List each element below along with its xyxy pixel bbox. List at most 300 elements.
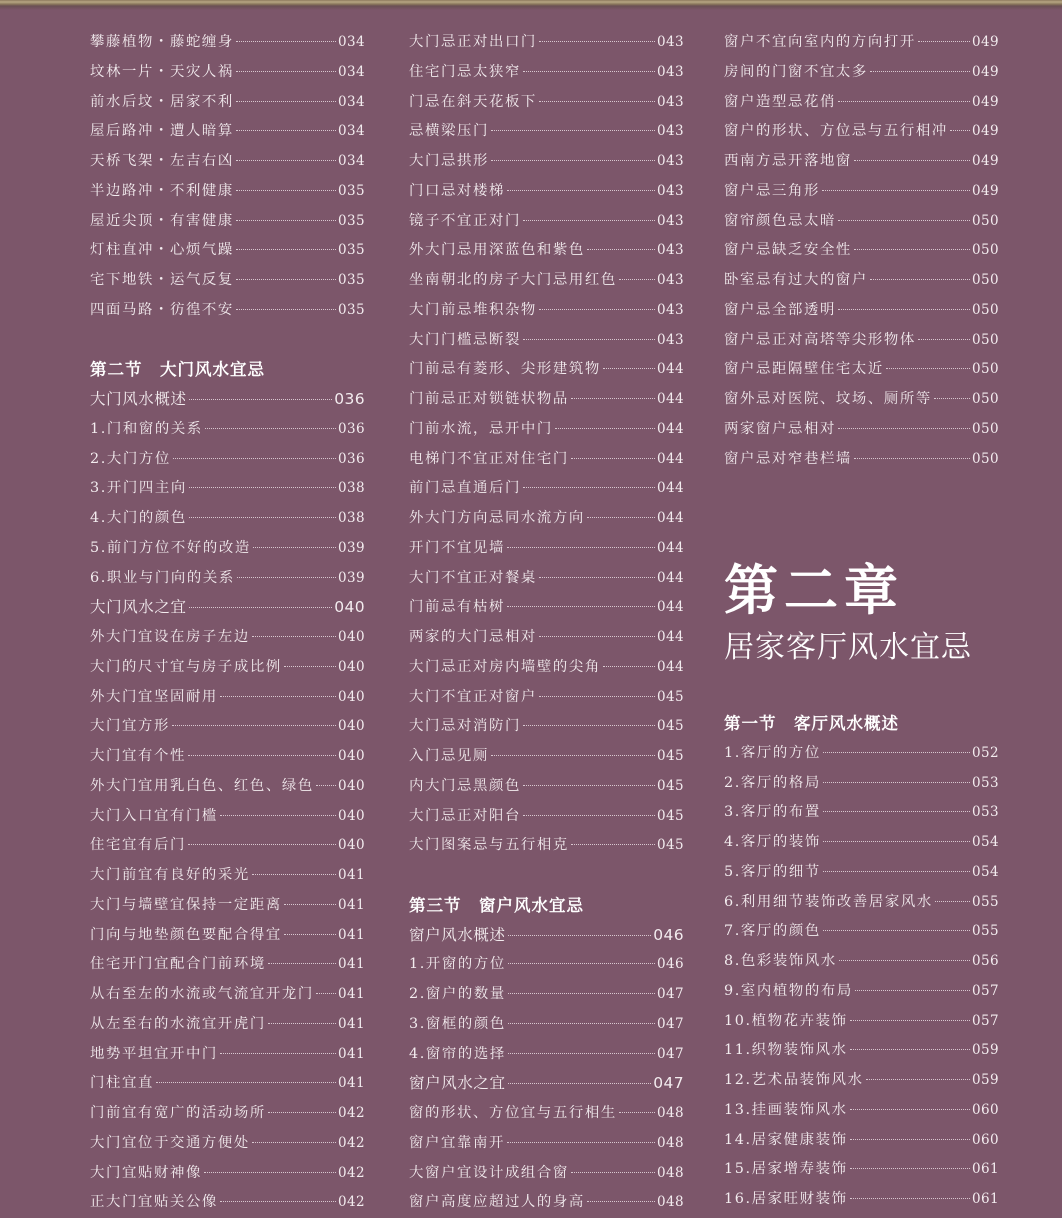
toc-page-number: 034	[338, 28, 365, 58]
toc-entry	[724, 858, 999, 888]
toc-subsection-entry	[90, 593, 365, 623]
toc-page-number: 044	[657, 623, 684, 653]
toc-entry-title: 6.职业与门向的关系	[90, 564, 235, 594]
toc-entry	[409, 266, 684, 296]
toc-page-number: 040	[338, 742, 365, 772]
toc-entry-title: 13.挂画装饰风水	[724, 1096, 848, 1126]
toc-entry	[724, 917, 999, 947]
toc-page-number: 045	[657, 802, 684, 832]
dot-leader	[950, 130, 970, 131]
dot-leader	[539, 101, 655, 102]
toc-entry	[724, 236, 999, 266]
toc-page-number: 045	[657, 683, 684, 713]
toc-column-right	[724, 28, 999, 474]
toc-page-number: 044	[657, 534, 684, 564]
toc-entry-title: 灯柱直冲・心烦气躁	[90, 236, 234, 266]
toc-page-number: 047	[657, 1040, 684, 1070]
toc-page-number: 048	[657, 1129, 684, 1159]
section-heading: 第一节 客厅风水概述	[724, 709, 999, 739]
toc-entry	[724, 739, 999, 769]
toc-entry-title: 大门入口宜有门槛	[90, 802, 218, 832]
toc-page-number: 050	[972, 445, 999, 475]
toc-entry-title: 大门风水之宜	[90, 593, 187, 623]
toc-entry-title: 窗户高度应超过人的身高	[409, 1188, 585, 1218]
dot-leader	[587, 517, 655, 518]
toc-entry-title: 大窗户宜设计成组合窗	[409, 1159, 569, 1189]
toc-entry	[409, 831, 684, 861]
toc-page-number: 047	[653, 1069, 684, 1099]
toc-entry-title: 开门不宜见墙	[409, 534, 505, 564]
toc-subsection-entry	[409, 921, 684, 951]
dot-leader	[918, 339, 970, 340]
toc-subsection-entry	[90, 385, 365, 415]
dot-leader	[252, 1142, 336, 1143]
dot-leader	[189, 517, 336, 518]
toc-page-number: 044	[657, 385, 684, 415]
toc-entry	[90, 980, 365, 1010]
toc-entry-title: 两家窗户忌相对	[724, 415, 836, 445]
dot-leader	[587, 249, 655, 250]
toc-entry	[724, 415, 999, 445]
toc-page-number: 043	[657, 207, 684, 237]
dot-leader	[268, 963, 336, 964]
chapter-heading	[724, 558, 972, 668]
toc-entry-title: 正大门宜贴关公像	[90, 1188, 218, 1218]
toc-page-number: 043	[657, 296, 684, 326]
toc-entry-title: 7.客厅的颜色	[724, 917, 821, 947]
toc-entry	[409, 236, 684, 266]
toc-page-number: 060	[972, 1126, 999, 1156]
toc-page-number: 041	[338, 921, 365, 951]
dot-leader	[268, 1112, 336, 1113]
toc-entry-title: 窗帘颜色忌太暗	[724, 207, 836, 237]
toc-entry	[409, 534, 684, 564]
toc-entry-title: 前水后坟・居家不利	[90, 88, 234, 118]
dot-leader	[156, 1082, 336, 1083]
toc-entry	[90, 88, 365, 118]
toc-column-middle	[409, 28, 684, 1218]
toc-entry	[724, 1155, 999, 1185]
toc-entry	[724, 147, 999, 177]
toc-page-number: 040	[338, 683, 365, 713]
dot-leader	[571, 1172, 655, 1173]
toc-entry-title: 大门不宜正对窗户	[409, 683, 537, 713]
dot-leader	[619, 279, 655, 280]
dot-leader	[189, 399, 333, 400]
toc-entry-title: 大门的尺寸宜与房子成比例	[90, 653, 282, 683]
toc-page-number: 059	[972, 1066, 999, 1096]
toc-entry-title: 门前忌有枯树	[409, 593, 505, 623]
toc-entry-title: 2.窗户的数量	[409, 980, 506, 1010]
toc-entry-title: 四面马路・彷徨不安	[90, 296, 234, 326]
toc-page-number: 034	[338, 58, 365, 88]
toc-page-number: 050	[972, 207, 999, 237]
toc-entry-title: 大门门槛忌断裂	[409, 326, 521, 356]
toc-page-number: 061	[972, 1185, 999, 1215]
toc-entry-title: 住宅门忌太狭窄	[409, 58, 521, 88]
toc-page-number: 044	[657, 474, 684, 504]
dot-leader	[838, 428, 970, 429]
dot-leader	[173, 458, 336, 459]
toc-page-number: 053	[972, 798, 999, 828]
toc-entry-title: 大门前宜有良好的采光	[90, 861, 250, 891]
toc-entry	[409, 742, 684, 772]
toc-column-right-lower	[724, 709, 999, 1215]
toc-entry-title: 窗户风水概述	[409, 921, 506, 951]
toc-entry-title: 窗户造型忌花俏	[724, 88, 836, 118]
toc-page-number: 047	[657, 1010, 684, 1040]
dot-leader	[823, 871, 970, 872]
toc-entry	[90, 712, 365, 742]
dot-leader	[189, 607, 333, 608]
dot-leader	[236, 279, 336, 280]
toc-entry	[90, 1129, 365, 1159]
dot-leader	[491, 130, 655, 131]
toc-entry	[409, 712, 684, 742]
toc-entry-title: 外大门宜设在房子左边	[90, 623, 250, 653]
toc-entry	[90, 772, 365, 802]
toc-entry-title: 门柱宜直	[90, 1069, 154, 1099]
dot-leader	[508, 1083, 652, 1084]
toc-page-number: 040	[338, 653, 365, 683]
toc-entry	[724, 1185, 999, 1215]
toc-page-number: 050	[972, 415, 999, 445]
toc-entry-title: 从右至左的水流或气流宜开龙门	[90, 980, 314, 1010]
toc-entry-title: 1.客厅的方位	[724, 739, 821, 769]
toc-entry	[724, 355, 999, 385]
toc-entry	[90, 236, 365, 266]
page-top-border	[0, 0, 1062, 10]
toc-entry-title: 窗户忌对窄巷栏墙	[724, 445, 852, 475]
dot-leader	[839, 960, 970, 961]
dot-leader	[189, 487, 336, 488]
toc-page-number: 049	[972, 117, 999, 147]
toc-page-number: 038	[338, 504, 365, 534]
toc-entry	[409, 564, 684, 594]
dot-leader	[823, 930, 970, 931]
toc-page-number: 041	[338, 861, 365, 891]
dot-leader	[854, 160, 970, 161]
toc-entry	[90, 28, 365, 58]
toc-entry	[90, 1188, 365, 1218]
dot-leader	[220, 815, 336, 816]
toc-list	[409, 28, 684, 861]
dot-leader	[220, 1053, 336, 1054]
toc-entry	[724, 1007, 999, 1037]
toc-entry	[724, 177, 999, 207]
toc-entry	[724, 977, 999, 1007]
toc-page-number: 044	[657, 504, 684, 534]
dot-leader	[508, 935, 652, 936]
dot-leader	[823, 782, 970, 783]
toc-entry-title: 从左至右的水流宜开虎门	[90, 1010, 266, 1040]
toc-entry-title: 窗户风水之宜	[409, 1069, 506, 1099]
toc-entry-title: 1.门和窗的关系	[90, 415, 203, 445]
toc-page-number: 043	[657, 326, 684, 356]
dot-leader	[855, 990, 970, 991]
dot-leader	[236, 41, 336, 42]
toc-page-number: 036	[338, 415, 365, 445]
toc-entry-title: 门前忌有菱形、尖形建筑物	[409, 355, 601, 385]
dot-leader	[539, 309, 655, 310]
dot-leader	[555, 428, 655, 429]
dot-leader	[220, 1201, 336, 1202]
toc-entry-title: 窗户忌缺乏安全性	[724, 236, 852, 266]
toc-entry	[90, 742, 365, 772]
toc-page-number: 036	[334, 385, 365, 415]
toc-page-number: 048	[657, 1159, 684, 1189]
toc-page-number: 052	[972, 739, 999, 769]
toc-entry-title: 大门风水概述	[90, 385, 187, 415]
section-heading: 第二节 大门风水宜忌	[90, 355, 365, 385]
dot-leader	[252, 874, 336, 875]
toc-entry	[90, 891, 365, 921]
toc-page-number: 043	[657, 88, 684, 118]
toc-page-number: 054	[972, 858, 999, 888]
toc-entry-title: 大门宜贴财神像	[90, 1159, 202, 1189]
toc-page-number: 041	[338, 1010, 365, 1040]
toc-page-number: 040	[338, 772, 365, 802]
toc-page-number: 038	[338, 474, 365, 504]
toc-page-number: 057	[972, 1007, 999, 1037]
toc-entry	[409, 385, 684, 415]
dot-leader	[508, 1023, 655, 1024]
toc-page-number: 048	[657, 1188, 684, 1218]
toc-entry	[90, 147, 365, 177]
toc-entry	[90, 831, 365, 861]
toc-entry-title: 大门忌对消防门	[409, 712, 521, 742]
dot-leader	[838, 309, 970, 310]
toc-entry-title: 6.利用细节装饰改善居家风水	[724, 888, 933, 918]
section-heading: 第三节 窗户风水宜忌	[409, 891, 684, 921]
toc-page-number: 050	[972, 296, 999, 326]
toc-page-number: 056	[972, 947, 999, 977]
toc-page-number: 049	[972, 58, 999, 88]
toc-entry	[724, 798, 999, 828]
dot-leader	[508, 1053, 655, 1054]
toc-entry-title: 12.艺术品装饰风水	[724, 1066, 864, 1096]
toc-entry-title: 半边路冲・不利健康	[90, 177, 234, 207]
dot-leader	[507, 190, 655, 191]
toc-entry-title: 坟林一片・天灾人祸	[90, 58, 234, 88]
dot-leader	[507, 606, 655, 607]
toc-entry-title: 攀藤植物・藤蛇缠身	[90, 28, 234, 58]
toc-entry-title: 外大门宜坚固耐用	[90, 683, 218, 713]
dot-leader	[918, 41, 970, 42]
toc-entry	[409, 1010, 684, 1040]
toc-page-number: 043	[657, 147, 684, 177]
dot-leader	[603, 368, 655, 369]
toc-list	[90, 28, 365, 326]
toc-page-number: 040	[338, 802, 365, 832]
toc-entry	[409, 1129, 684, 1159]
toc-entry-title: 大门与墙壁宜保持一定距离	[90, 891, 282, 921]
toc-entry	[90, 1010, 365, 1040]
toc-entry	[409, 1159, 684, 1189]
dot-leader	[268, 1023, 336, 1024]
toc-entry-title: 入门忌见厕	[409, 742, 489, 772]
toc-page-number: 042	[338, 1129, 365, 1159]
toc-entry	[724, 117, 999, 147]
toc-entry	[409, 1040, 684, 1070]
toc-entry-title: 1.开窗的方位	[409, 950, 506, 980]
toc-entry-title: 3.客厅的布置	[724, 798, 821, 828]
toc-page-number: 036	[338, 445, 365, 475]
spacer	[90, 326, 365, 356]
toc-page-number: 044	[657, 355, 684, 385]
toc-page-number: 049	[972, 177, 999, 207]
toc-page-number: 035	[338, 207, 365, 237]
toc-page-number: 040	[338, 712, 365, 742]
toc-entry-title: 门前忌正对锁链状物品	[409, 385, 569, 415]
toc-entry	[409, 980, 684, 1010]
toc-entry-title: 大门宜有个性	[90, 742, 186, 772]
dot-leader	[523, 339, 655, 340]
toc-entry	[90, 117, 365, 147]
toc-entry	[90, 1040, 365, 1070]
toc-entry	[90, 415, 365, 445]
toc-page-number: 034	[338, 88, 365, 118]
toc-page-number: 035	[338, 177, 365, 207]
toc-entry-title: 内大门忌黑颜色	[409, 772, 521, 802]
toc-entry-title: 窗户忌正对高塔等尖形物体	[724, 326, 916, 356]
dot-leader	[236, 309, 336, 310]
dot-leader	[539, 41, 655, 42]
toc-entry	[724, 888, 999, 918]
toc-entry-title: 10.植物花卉装饰	[724, 1007, 848, 1037]
toc-entry	[90, 504, 365, 534]
toc-entry-title: 3.开门四主向	[90, 474, 187, 504]
dot-leader	[850, 1049, 970, 1050]
dot-leader	[539, 636, 655, 637]
toc-entry	[90, 802, 365, 832]
dot-leader	[491, 755, 655, 756]
toc-page-number: 049	[972, 88, 999, 118]
dot-leader	[523, 487, 655, 488]
toc-page-number: 043	[657, 117, 684, 147]
toc-entry	[90, 1069, 365, 1099]
dot-leader	[508, 993, 655, 994]
dot-leader	[823, 752, 970, 753]
dot-leader	[507, 547, 655, 548]
toc-entry-title: 屋后路冲・遭人暗算	[90, 117, 234, 147]
dot-leader	[236, 190, 336, 191]
dot-leader	[491, 160, 655, 161]
toc-entry	[409, 58, 684, 88]
dot-leader	[619, 1112, 655, 1113]
dot-leader	[236, 160, 336, 161]
toc-entry	[90, 534, 365, 564]
toc-entry	[409, 355, 684, 385]
dot-leader	[236, 249, 336, 250]
toc-entry-title: 5.客厅的细节	[724, 858, 821, 888]
dot-leader	[823, 841, 970, 842]
toc-entry-title: 前门忌直通后门	[409, 474, 521, 504]
dot-leader	[236, 220, 336, 221]
toc-entry-title: 11.织物装饰风水	[724, 1036, 848, 1066]
toc-page-number: 034	[338, 117, 365, 147]
toc-list	[724, 739, 999, 1215]
toc-entry	[409, 772, 684, 802]
dot-leader	[587, 1201, 655, 1202]
toc-entry-title: 大门忌正对出口门	[409, 28, 537, 58]
dot-leader	[850, 1109, 970, 1110]
toc-entry	[409, 653, 684, 683]
toc-page-number: 043	[657, 28, 684, 58]
toc-entry-title: 8.色彩装饰风水	[724, 947, 837, 977]
toc-entry	[90, 58, 365, 88]
dot-leader	[850, 1020, 970, 1021]
dot-leader	[523, 71, 655, 72]
toc-entry-title: 西南方忌开落地窗	[724, 147, 852, 177]
toc-page-number: 042	[338, 1188, 365, 1218]
dot-leader	[870, 279, 970, 280]
toc-column-left	[90, 28, 365, 1218]
toc-entry-title: 住宅宜有后门	[90, 831, 186, 861]
dot-leader	[886, 368, 970, 369]
toc-subsection-entry	[409, 1069, 684, 1099]
dot-leader	[236, 71, 336, 72]
toc-entry	[90, 653, 365, 683]
toc-entry	[90, 207, 365, 237]
toc-page-number: 035	[338, 236, 365, 266]
toc-entry-title: 房间的门窗不宜太多	[724, 58, 868, 88]
toc-entry-title: 4.大门的颜色	[90, 504, 187, 534]
toc-entry-title: 16.居家旺财装饰	[724, 1185, 848, 1215]
dot-leader	[935, 901, 970, 902]
toc-entry	[724, 1036, 999, 1066]
dot-leader	[284, 934, 336, 935]
toc-entry-title: 门忌在斜天花板下	[409, 88, 537, 118]
toc-entry-title: 镜子不宜正对门	[409, 207, 521, 237]
toc-page-number: 035	[338, 296, 365, 326]
toc-entry-title: 大门宜方形	[90, 712, 170, 742]
toc-entry	[90, 1159, 365, 1189]
dot-leader	[220, 696, 336, 697]
toc-page-number: 046	[657, 950, 684, 980]
dot-leader	[205, 428, 336, 429]
toc-page-number: 043	[657, 177, 684, 207]
toc-entry	[409, 1188, 684, 1218]
toc-page-number: 050	[972, 326, 999, 356]
toc-page-number: 057	[972, 977, 999, 1007]
toc-entry-title: 窗的形状、方位宜与五行相生	[409, 1099, 617, 1129]
dot-leader	[539, 577, 655, 578]
chapter-number: 第二章	[724, 558, 972, 622]
toc-page-number: 050	[972, 385, 999, 415]
toc-page-number: 045	[657, 772, 684, 802]
toc-entry	[409, 445, 684, 475]
dot-leader	[571, 458, 655, 459]
dot-leader	[316, 993, 336, 994]
dot-leader	[866, 1079, 970, 1080]
toc-entry	[724, 326, 999, 356]
dot-leader	[850, 1198, 970, 1199]
toc-entry-title: 忌横梁压门	[409, 117, 489, 147]
dot-leader	[237, 577, 336, 578]
dot-leader	[603, 666, 655, 667]
toc-page-number: 034	[338, 147, 365, 177]
toc-entry	[90, 1099, 365, 1129]
toc-entry-title: 外大门忌用深蓝色和紫色	[409, 236, 585, 266]
toc-entry-title: 4.窗帘的选择	[409, 1040, 506, 1070]
toc-entry	[90, 445, 365, 475]
dot-leader	[854, 249, 970, 250]
toc-entry	[90, 564, 365, 594]
toc-entry	[724, 947, 999, 977]
toc-entry	[724, 1096, 999, 1126]
toc-entry	[409, 950, 684, 980]
